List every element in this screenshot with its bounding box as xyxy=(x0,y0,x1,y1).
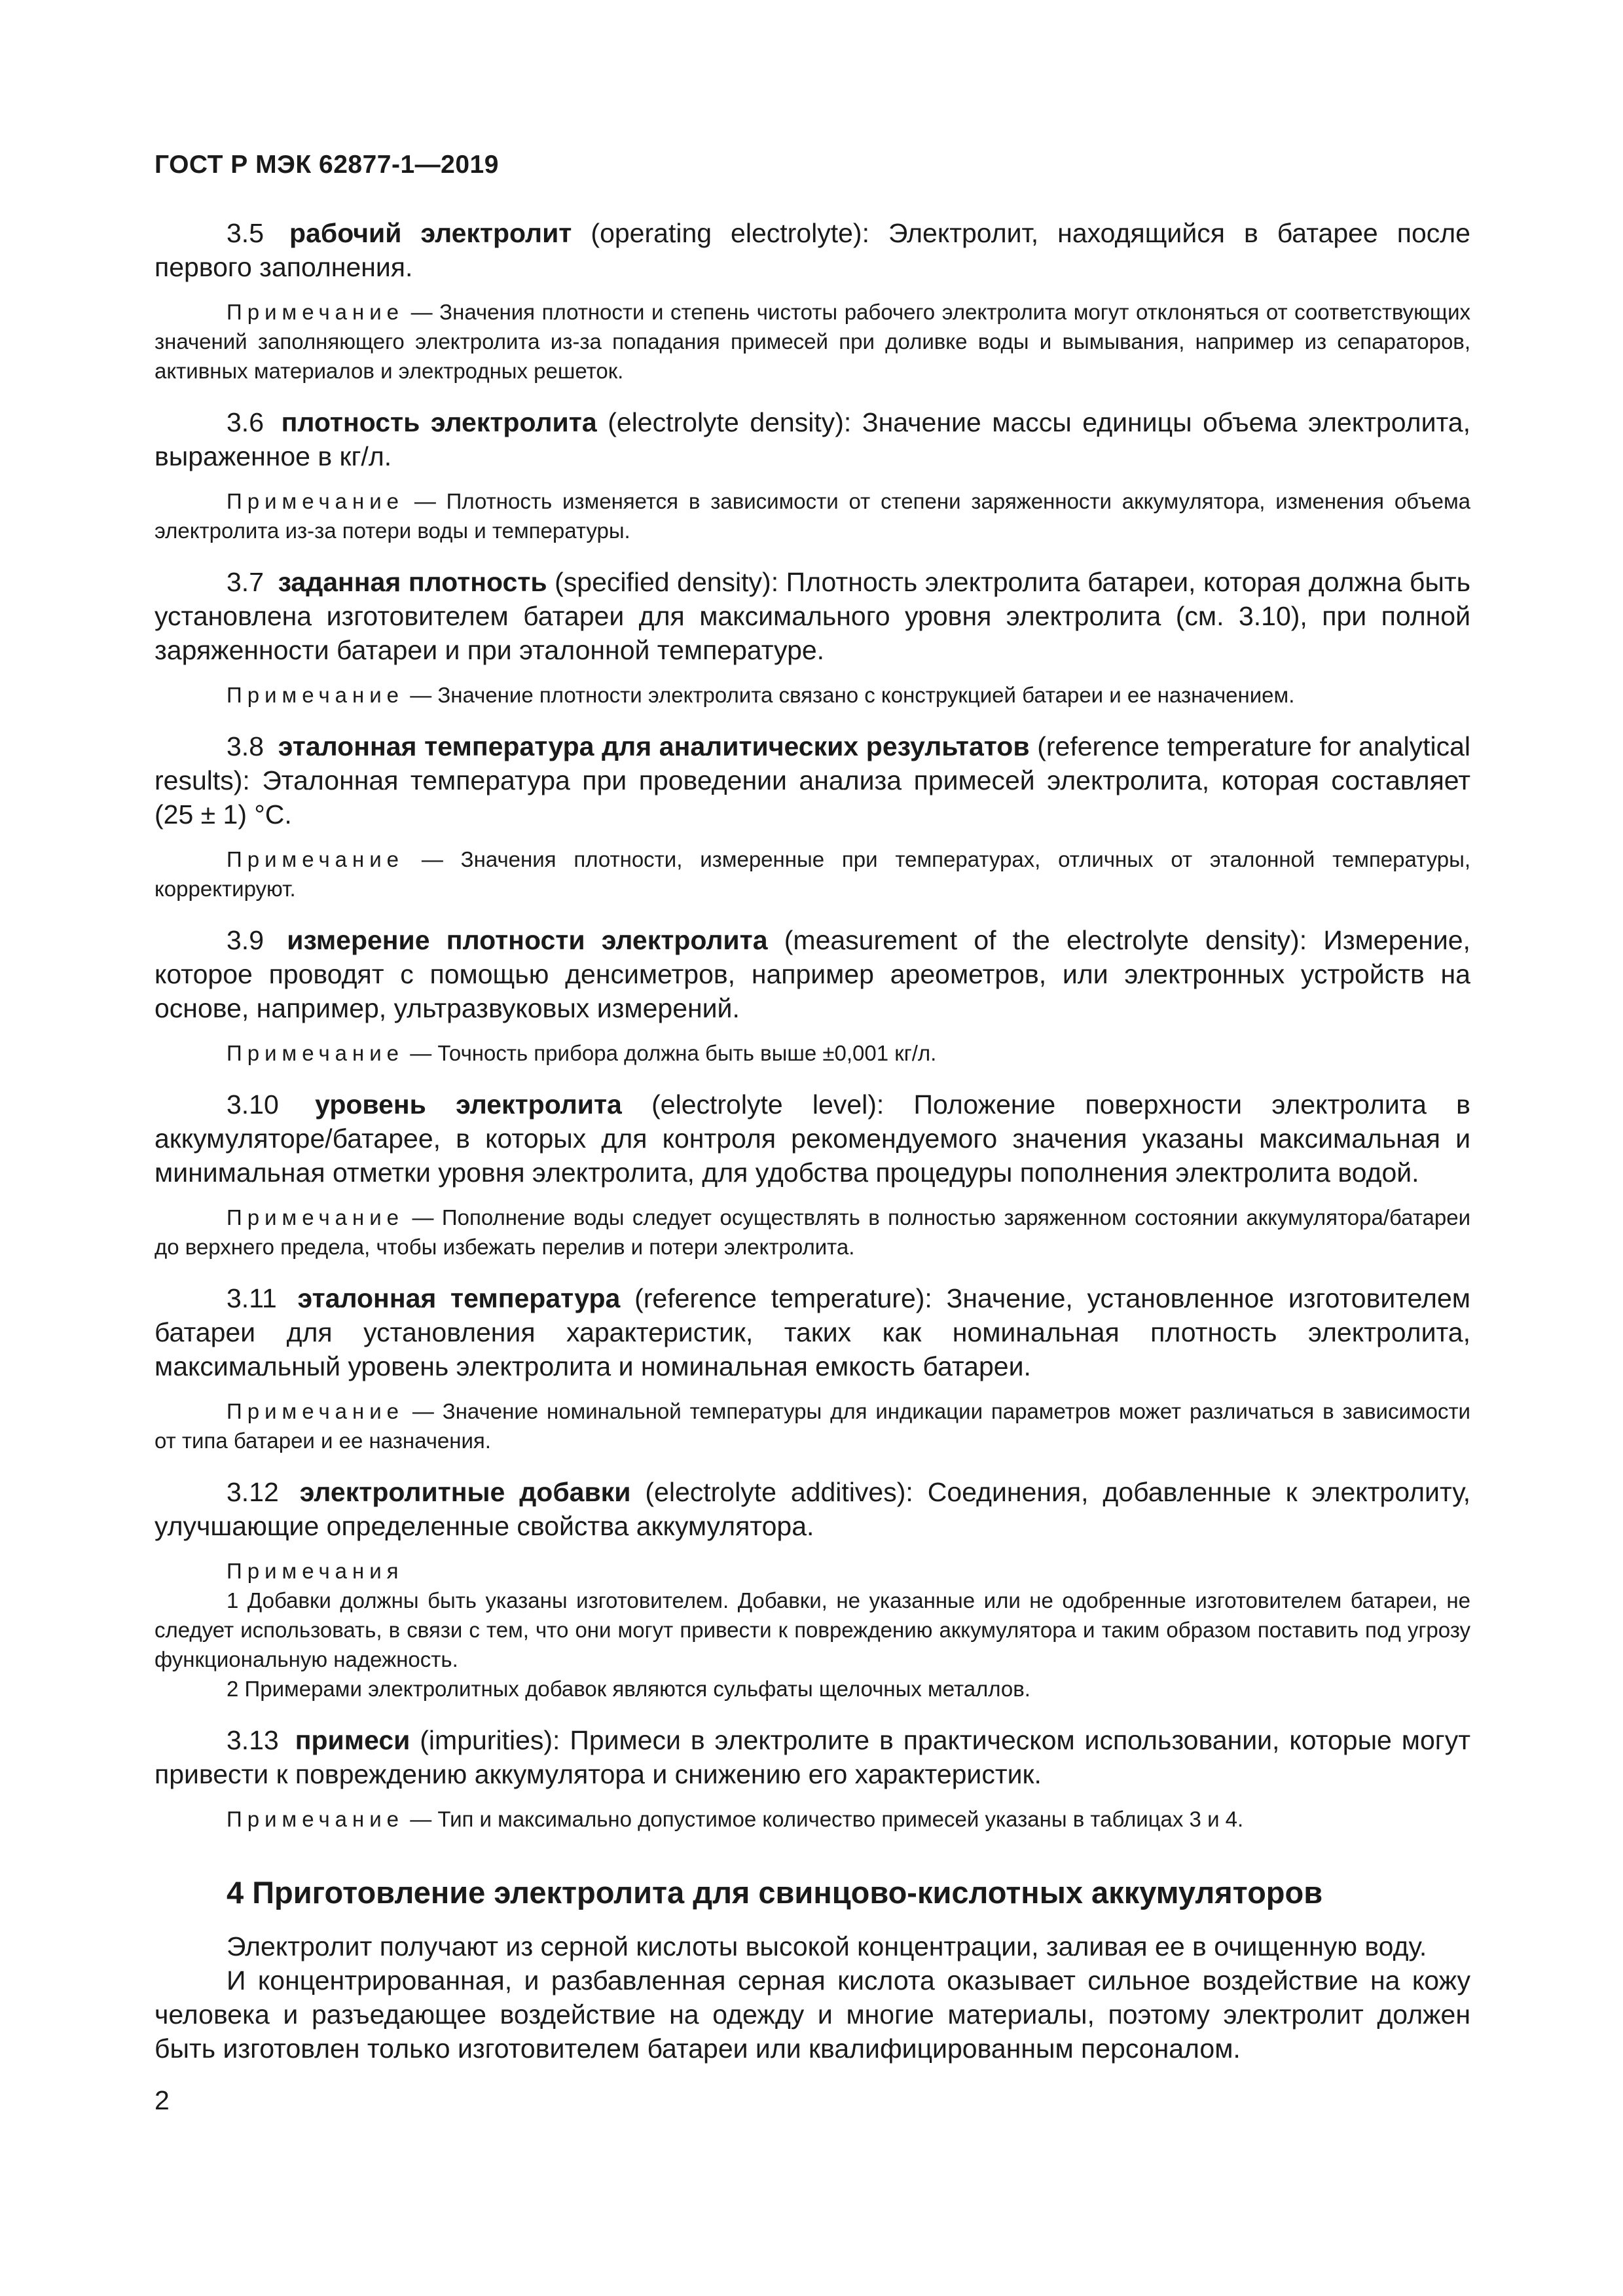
section-heading: 4 Приготовление электролита для свинцово-кислотных аккумуляторов xyxy=(227,1875,1323,1910)
term-number: 3.7 xyxy=(227,567,264,597)
term-note xyxy=(155,1203,1470,1262)
note-text: — Точность прибора должна быть выше ±0,001 кг/л. xyxy=(410,1041,937,1065)
page-number: 2 xyxy=(155,2085,170,2115)
term-name: измерение плотности электролита xyxy=(287,925,768,955)
term-number: 3.10 xyxy=(227,1089,279,1120)
term-definition: Электролит, находящийся в батарее после первого заполнения. xyxy=(155,218,1470,282)
term-name: уровень электролита xyxy=(315,1089,622,1120)
term-note xyxy=(155,1804,1470,1834)
note-label: Примечание xyxy=(227,683,405,707)
term-name: примеси xyxy=(295,1725,410,1755)
note-text: — Значения плотности, измеренные при температурах, отличных от эталонной температуры, корректируют. xyxy=(155,847,1470,901)
term-definition: Значение массы единицы объема электролита, выраженное в кг/л. xyxy=(155,407,1470,471)
term-english: (impurities): xyxy=(420,1725,560,1755)
term-definition: Измерение, которое проводят с помощью денсиметров, например ареометров, или электронных устройств на основе, например, ультразвуковых измерений. xyxy=(155,925,1470,1023)
body-paragraph: И концентрированная, и разбавленная серная кислота оказывает сильное воздействие на кожу человека и разъедающее воздействие на одежду и многие материалы, поэтому электролит должен быть изготовлен только изготовителем батареи или квалифицированным персоналом. xyxy=(155,1965,1470,2064)
term-english: (electrolyte additives): xyxy=(645,1477,913,1507)
term-number: 3.11 xyxy=(227,1283,277,1313)
term-entry xyxy=(155,1087,1470,1190)
note-text: — Значения плотности и степень чистоты рабочего электролита могут отклоняться от соответствующих значений заполняющего электролита из-за попадания примесей при доливке воды и вымывания, например из сепараторов, активных материалов и электродных решеток. xyxy=(155,300,1471,383)
term-definition: Соединения, добавленные к электролиту, улучшающие определенные свойства аккумулятора. xyxy=(155,1477,1470,1541)
note-label: Примечание xyxy=(227,1041,405,1065)
term-name: рабочий электролит xyxy=(289,218,572,248)
note-label: Примечание xyxy=(227,1807,405,1831)
term-name: заданная плотность xyxy=(278,567,547,597)
term-definition: Плотность электролита батареи, которая должна быть установлена изготовителем батареи для максимального уровня электролита (см. 3.10), при полной заряженности батареи и при эталонной температуре. xyxy=(155,567,1470,665)
term-entry xyxy=(155,1475,1470,1543)
term-entry xyxy=(155,405,1470,473)
term-entry xyxy=(155,216,1470,284)
term-number: 3.6 xyxy=(227,407,264,437)
term-entry xyxy=(155,923,1470,1025)
term-definition: Эталонная температура при проведении анализа примесей электролита, которая составляет (25 ± 1) °С. xyxy=(155,765,1470,829)
note-label: Примечание xyxy=(227,489,405,513)
term-notes xyxy=(155,1556,1470,1704)
note-label: Примечание xyxy=(227,1205,405,1230)
note-text: — Тип и максимально допустимое количество примесей указаны в таблицах 3 и 4. xyxy=(410,1807,1244,1831)
term-entry xyxy=(155,1723,1470,1791)
term-english: (reference temperature): xyxy=(634,1283,932,1313)
term-note xyxy=(155,486,1470,545)
note-item: 2 Примерами электролитных добавок являются сульфаты щелочных металлов. xyxy=(227,1677,1030,1701)
term-name: плотность электролита xyxy=(281,407,597,437)
term-note xyxy=(155,845,1470,903)
document-body xyxy=(155,216,1470,2066)
note-text: — Значение номинальной температуры для индикации параметров может различаться в зависимости от типа батареи и ее назначения. xyxy=(155,1399,1470,1453)
term-english: (measurement of the electrolyte density): xyxy=(784,925,1307,955)
note-text: — Пополнение воды следует осуществлять в полностью заряженном состоянии аккумулятора/батареи до верхнего предела, чтобы избежать перелив и потери электролита. xyxy=(155,1205,1471,1259)
body-paragraph: Электролит получают из серной кислоты высокой концентрации, заливая ее в очищенную воду. xyxy=(227,1931,1427,1961)
standard-header: ГОСТ Р МЭК 62877-1—2019 xyxy=(155,151,499,179)
note-text: — Значение плотности электролита связано с конструкцией батареи и ее назначением. xyxy=(410,683,1295,707)
term-english: (operating electrolyte): xyxy=(591,218,869,248)
note-label: Примечание xyxy=(227,847,405,871)
note-text: — Плотность изменяется в зависимости от степени заряженности аккумулятора, изменения объема электролита из-за потери воды и температуры. xyxy=(155,489,1470,543)
term-name: электролитные добавки xyxy=(299,1477,631,1507)
note-label: Примечание xyxy=(227,1399,405,1423)
term-name: эталонная температура для аналитических результатов xyxy=(278,731,1030,761)
term-entry xyxy=(155,565,1470,667)
term-note xyxy=(155,1396,1470,1455)
notes-label: Примечания xyxy=(227,1559,404,1583)
term-english: (reference temperature for analytical results): xyxy=(155,731,1470,795)
term-entry xyxy=(155,1281,1470,1383)
term-number: 3.5 xyxy=(227,218,264,248)
term-definition: Примеси в электролите в практическом использовании, которые могут привести к повреждению аккумулятора и снижению его характеристик. xyxy=(155,1725,1470,1789)
term-note xyxy=(155,680,1470,710)
term-entry xyxy=(155,729,1470,831)
term-note xyxy=(155,1038,1470,1068)
term-definition: Значение, установленное изготовителем батареи для установления характеристик, таких как номинальная плотность электролита, максимальный уровень электролита и номинальная емкость батареи. xyxy=(155,1283,1470,1381)
term-english: (specified density): xyxy=(555,567,779,597)
term-english: (electrolyte density): xyxy=(608,407,852,437)
note-label: Примечание xyxy=(227,300,405,324)
term-name: эталонная температура xyxy=(297,1283,621,1313)
term-definition: Положение поверхности электролита в аккумуляторе/батарее, в которых для контроля рекомендуемого значения указаны максимальная и минимальная отметки уровня электролита, для удобства процедуры пополнения электролита водой. xyxy=(155,1089,1470,1188)
term-number: 3.13 xyxy=(227,1725,279,1755)
term-note xyxy=(155,297,1470,386)
note-item: 1 Добавки должны быть указаны изготовителем. Добавки, не указанные или не одобренные изготовителем батареи, не следует использовать, в связи с тем, что они могут привести к повреждению аккумулятора и таким образом поставить под угрозу функциональную надежность. xyxy=(155,1588,1470,1671)
term-number: 3.12 xyxy=(227,1477,279,1507)
term-number: 3.9 xyxy=(227,925,264,955)
term-number: 3.8 xyxy=(227,731,264,761)
term-english: (electrolyte level): xyxy=(651,1089,884,1120)
